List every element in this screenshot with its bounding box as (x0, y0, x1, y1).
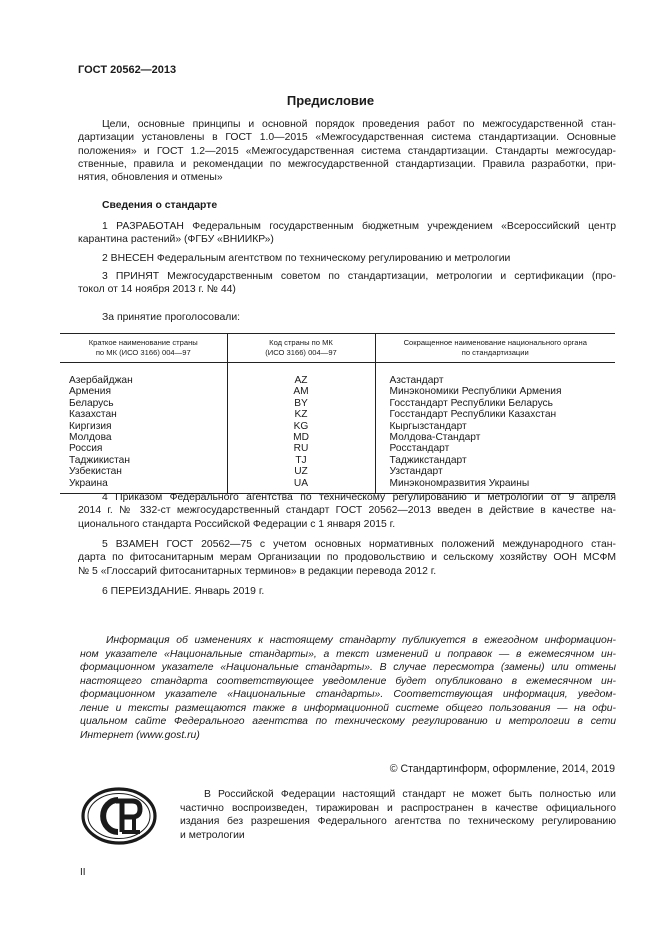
vote-label (78, 311, 616, 324)
table-row (60, 409, 615, 420)
item-line: ционального стандарта Российской Федерации с 1 января 2015 г. (78, 518, 396, 530)
body-cell: Росстандарт (375, 443, 615, 454)
column-header-body: Сокращенное наименование национального органа по стандартизации (375, 334, 615, 363)
rights-line: частично воспроизведен, тиражирован и распространен в качестве официального (180, 802, 616, 814)
table-row (60, 443, 615, 454)
item-3 (78, 270, 616, 297)
country-cell: Молдова (69, 432, 112, 444)
country-cell: Россия (69, 443, 103, 455)
code-cell: AM (227, 386, 375, 397)
item-line: токол от 14 ноября 2013 г. № 44) (78, 284, 236, 296)
country-cell: Таджикистан (69, 454, 130, 466)
code-cell: KZ (227, 409, 375, 420)
code-cell: KG (227, 421, 375, 432)
body-cell: Таджикстандарт (375, 455, 615, 466)
item-6 (78, 585, 616, 598)
note-line: ление и тексты размещаются также в информационной системе общего пользования — на офи- (80, 702, 616, 714)
preface-line: положения» и ГОСТ 1.2—2015 «Межгосударственная система стандартизации. Стандарты межгосудар- (78, 145, 616, 157)
section-title: Сведения о стандарте (102, 200, 218, 211)
body-cell: Минэкономики Республики Армения (375, 386, 615, 397)
note-line: ном указателе «Национальные стандарты», а текст изменений и поправок — в ежемесячном ин- (80, 648, 616, 660)
item-4 (78, 491, 616, 531)
item-line: карантина растений» (ФГБУ «ВНИИКР») (78, 234, 274, 246)
item-2 (78, 252, 616, 265)
note-line: Интернет (www.gost.ru) (80, 729, 200, 741)
code-cell: BY (227, 398, 375, 409)
rights-line: издания без разрешения Федерального агентства по техническому регулированию (180, 816, 616, 827)
table-row (60, 432, 615, 443)
vote-label-text: За принятие проголосовали: (102, 312, 241, 323)
body-cell: Госстандарт Республики Казахстан (375, 409, 615, 420)
note-line: формационном указателе «Национальные стандарты». Соответствующая информация, уведом- (80, 689, 616, 700)
note-line: настоящего стандарта соответствующее уведомление будет опубликовано в ежемесячном ин- (80, 675, 616, 687)
table-header-row (60, 334, 615, 363)
item-line: 2 ВНЕСЕН Федеральным агентством по техническому регулированию и метрологии (102, 253, 511, 264)
column-header-code: Код страны по МК (ИСО 3166) 004—97 (227, 334, 375, 363)
column-header-country: Краткое наименование страны по МК (ИСО 3166) 004—97 (60, 334, 227, 363)
item-line: 2014 г. № 332-ст межгосударственный стандарт ГОСТ 20562—2013 введен в действие в качестве на- (78, 505, 616, 517)
item-line: № 5 «Глоссарий фитосанитарных терминов» в редакции перевода 2012 г. (78, 565, 437, 577)
item-1 (78, 220, 616, 247)
item-line: 5 ВЗАМЕН ГОСТ 20562—75 с учетом основных нормативных положений международного стан- (102, 539, 616, 550)
note-line: циальном сайте Федерального агентства по техническому регулированию и метрологии в сети (80, 716, 616, 727)
item-line: 6 ПЕРЕИЗДАНИЕ. Январь 2019 г. (102, 586, 265, 597)
note-line: формационном указателе «Национальные стандарты». В случае пересмотра (замены) или отмены (80, 662, 616, 673)
rights-notice (180, 788, 616, 842)
preface-line: ственные, правила и рекомендации по межгосударственной стандартизации. Правила разработки, при- (78, 158, 616, 170)
gost-r-certification-mark-icon (80, 786, 158, 846)
body-cell: Кыргызстандарт (375, 421, 615, 432)
table-row (60, 363, 615, 387)
country-cell: Азербайджан (69, 375, 133, 386)
item-line: 1 РАЗРАБОТАН Федеральным государственным бюджетным учреждением «Всероссийский центр (102, 221, 616, 232)
table-row (60, 386, 615, 397)
doc-header: ГОСТ 20562—2013 (78, 64, 177, 76)
preface-line: Цели, основные принципы и основной порядок проведения работ по межгосударственной стан- (102, 119, 616, 130)
code-cell: AZ (227, 363, 375, 387)
body-cell: Азстандарт (375, 363, 615, 387)
country-cell: Казахстан (69, 409, 117, 421)
body-cell: Минэкономразвития Украины (375, 478, 615, 494)
page-number: II (80, 867, 86, 878)
country-cell: Беларусь (69, 397, 114, 409)
body-cell: Молдова-Стандарт (375, 432, 615, 443)
copyright: © Стандартинформ, оформление, 2014, 2019 (389, 763, 615, 775)
rights-line: и метрологии (180, 829, 245, 841)
table-row (60, 398, 615, 409)
code-cell: MD (227, 432, 375, 443)
country-cell: Киргизия (69, 420, 112, 432)
item-5 (78, 538, 616, 578)
info-note (80, 634, 616, 742)
code-cell: RU (227, 443, 375, 454)
code-cell: TJ (227, 455, 375, 466)
body-cell: Госстандарт Республики Беларусь (375, 398, 615, 409)
approval-table (60, 333, 615, 494)
rights-line: В Российской Федерации настоящий стандарт не может быть полностью или (204, 789, 616, 800)
item-line: дарта по фитосанитарным мерам Организации по продовольствию и сельскому хозяйству ООН МСФМ (78, 552, 616, 564)
table-row (60, 421, 615, 432)
code-cell: UA (227, 478, 375, 494)
item-line: 4 Приказом Федерального агентства по техническому регулированию и метрологии от 9 апреля (102, 492, 616, 503)
table-row (60, 466, 615, 477)
code-cell: UZ (227, 466, 375, 477)
page-title: Предисловие (286, 93, 375, 108)
note-line: Информация об изменениях к настоящему стандарту публикуется в ежегодном информацион- (106, 635, 616, 646)
preface-paragraph (78, 118, 616, 184)
preface-line: нятия, обновления и отмены» (78, 172, 223, 184)
country-cell: Узбекистан (69, 466, 122, 478)
table-row (60, 455, 615, 466)
item-line: 3 ПРИНЯТ Межгосударственным советом по стандартизации, метрологии и сертификации (про- (102, 271, 616, 282)
body-cell: Узстандарт (375, 466, 615, 477)
country-cell: Украина (60, 478, 227, 494)
country-cell: Армения (69, 386, 111, 398)
preface-line: дартизации установлены в ГОСТ 1.0—2015 «Межгосударственная система стандартизации. Основные (78, 132, 616, 144)
